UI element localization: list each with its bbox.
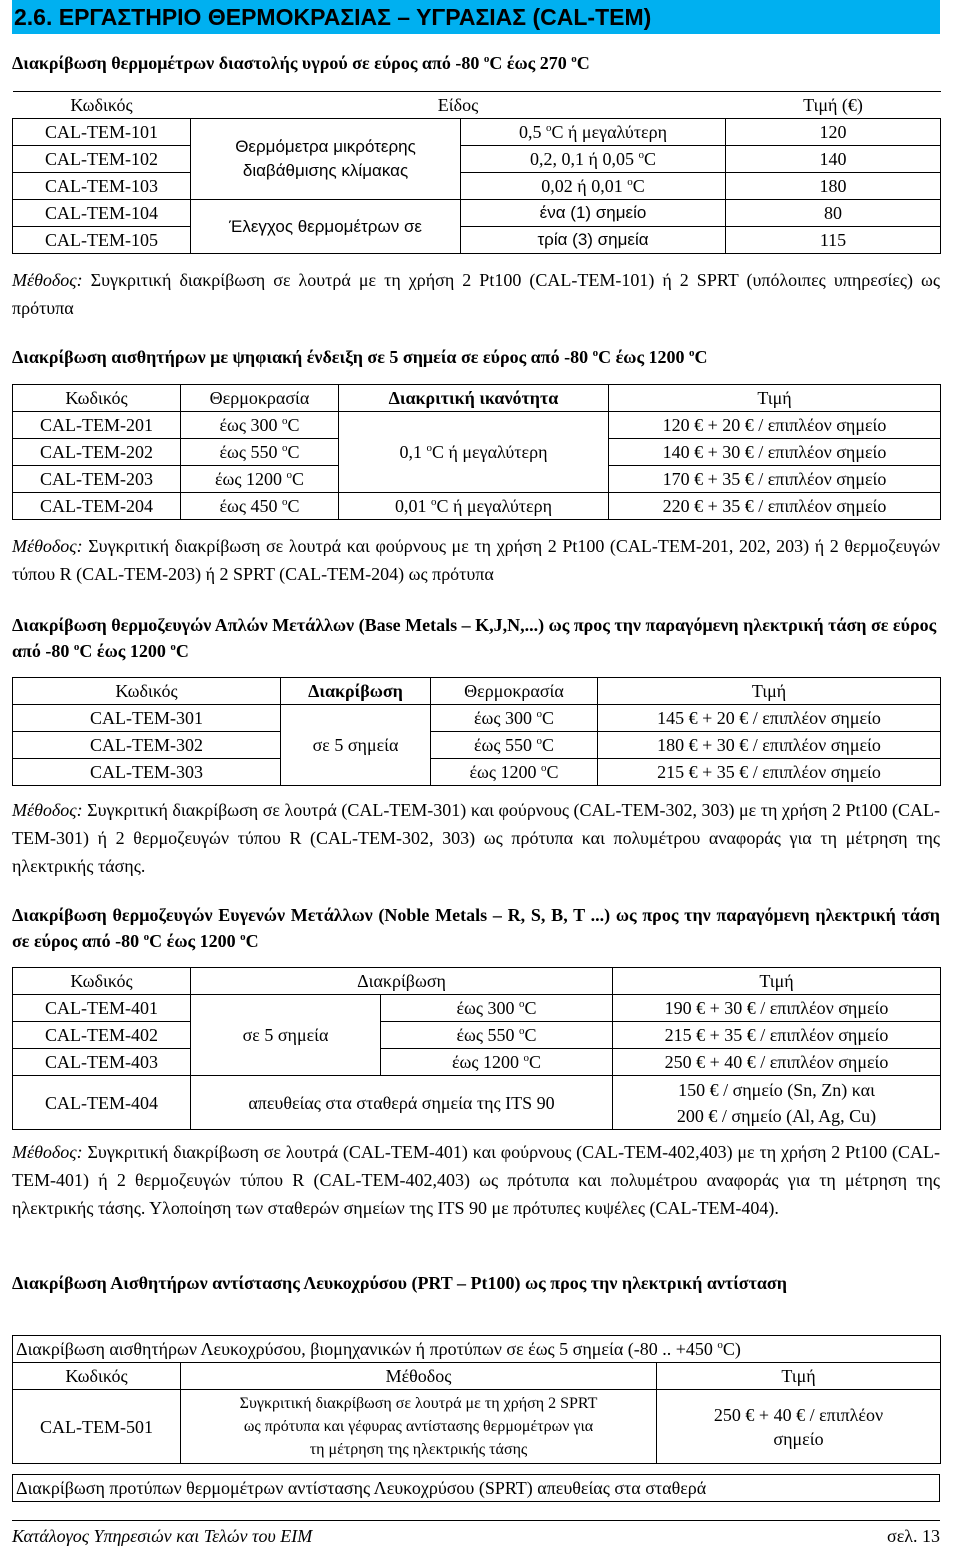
cell-code: CAL-TEM-102 [13, 146, 191, 173]
method-text: Συγκριτική διακρίβωση σε λουτρά (CAL-TEM-301) και φούρνους (CAL-TEM-302, 303) με τη χρήση 2 Pt100 (CAL-TEM-301) ή 2 θερμοζευγών τύπου R (CAL-TEM-302, 303) ως πρότυπα και πολυμέτρου αναφοράς για τη μέτρηση της ηλεκτρικής τάσης. [12, 800, 940, 876]
table-header-row [13, 385, 941, 412]
s4-table [12, 967, 941, 1130]
cell-resolution: 0,01 $^o$C ή μεγαλύτερη [339, 493, 609, 520]
cell-code: CAL-TEM-403 [13, 1049, 191, 1076]
table-header-row [13, 1363, 941, 1390]
cell-price: 140 € + 30 € / επιπλέον σημείο [609, 439, 941, 466]
cell-price: 250 € + 40 € / επιπλέον σημείο [613, 1049, 941, 1076]
cell-code: CAL-TEM-204 [13, 493, 181, 520]
col-header: Κωδικός [13, 385, 181, 412]
col-header: Κωδικός [13, 968, 191, 995]
cell-cal: σε 5 σημεία [191, 995, 381, 1076]
cell-code: CAL-TEM-303 [13, 759, 281, 786]
s5-table [12, 1335, 941, 1464]
col-header: Κωδικός [13, 678, 281, 705]
cell-group: Έλεγχος θερμομέτρων σε [191, 200, 461, 254]
cell-price: 180 € + 30 € / επιπλέον σημείο [598, 732, 941, 759]
price-line: 250 € + 40 € / επιπλέον [713, 1404, 884, 1425]
cell-code: CAL-TEM-404 [13, 1076, 191, 1130]
cell-temp: έως 1200 $^o$C [181, 466, 339, 493]
cell-temp: έως 300 $^o$C [431, 705, 598, 732]
table-row [13, 493, 941, 520]
col-header: Θερμοκρασία [431, 678, 598, 705]
s1-method [12, 266, 940, 322]
table-row [13, 200, 941, 227]
method-line: τη μέτρηση της ηλεκτρικής τάσης [309, 1441, 528, 1458]
method-line: Συγκριτική διακρίβωση σε λουτρά με τη χρήση 2 SPRT [239, 1395, 598, 1412]
cell-price: 215 € + 35 € / επιπλέον σημείο [598, 759, 941, 786]
table-row [13, 705, 941, 732]
s3-heading: Διακρίβωση θερμοζευγών Απλών Μετάλλων (Base Metals – K,J,N,...) ως προς την παραγόμενη ηλεκτρική τάση σε εύρος από -80 $^o$C έως 1200 $^o$C [12, 615, 937, 661]
cell-spec: 0,02 ή 0,01 $^o$C [461, 173, 726, 200]
price-line: 150 € / σημείο (Sn, Zn) και [678, 1079, 875, 1100]
cell-temp: έως 1200 $^o$C [431, 759, 598, 786]
s2-heading: Διακρίβωση αισθητήρων με ψηφιακή ένδειξη σε 5 σημεία σε εύρος από -80 $^o$C έως 1200 $^o$C [12, 347, 708, 367]
cell-price: 215 € + 35 € / επιπλέον σημείο [613, 1022, 941, 1049]
cell-temp: έως 550 $^o$C [181, 439, 339, 466]
page-number: σελ. 13 [887, 1526, 940, 1546]
col-header: Τιμή [613, 968, 941, 995]
cell-method [181, 1390, 657, 1464]
method-label: Μέθοδος: [12, 1142, 83, 1162]
cell-price: 190 € + 30 € / επιπλέον σημείο [613, 995, 941, 1022]
col-header: Διακρίβωση [191, 968, 613, 995]
method-text: Συγκριτική διακρίβωση σε λουτρά (CAL-TEM-401) και φούρνους (CAL-TEM-402,403) με τη χρήση 2 Pt100 (CAL-TEM-401) ή 2 θερμοζευγών τύπου R (CAL-TEM-402,403) ως πρότυπα και πολυμέτρου αναφοράς για τη μέτρηση της ηλεκτρικής τάσης. Υλοποίηση των σταθερών σημείων της ITS 90 με πρότυπες κυψέλες (CAL-TEM-404). [12, 1142, 940, 1218]
cell-spec: 0,5 $^o$C ή μεγαλύτερη [461, 119, 726, 146]
cell-price: 115 [726, 227, 941, 254]
col-header: Διακρίβωση [281, 678, 431, 705]
table-header-row [13, 92, 941, 119]
section-title: 2.6. ΕΡΓΑΣΤΗΡΙΟ ΘΕΡΜΟΚΡΑΣΙΑΣ – ΥΓΡΑΣΙΑΣ (CAL-TEM) [12, 0, 940, 34]
table-title: Διακρίβωση αισθητήρων Λευκοχρύσου, βιομηχανικών ή προτύπων σε έως 5 σημεία (-80 .. +450 $^o$C) [13, 1336, 941, 1363]
price-line: σημείο [773, 1428, 824, 1449]
cell-code: CAL-TEM-401 [13, 995, 191, 1022]
s2-method [12, 532, 940, 588]
cell-code: CAL-TEM-105 [13, 227, 191, 254]
table-row [13, 995, 941, 1022]
cell-spec: 0,2, 0,1 ή 0,05 $^o$C [461, 146, 726, 173]
table-row [13, 1076, 941, 1130]
cell-cal: απευθείας στα σταθερά σημεία της ITS 90 [191, 1076, 613, 1130]
table-title-row [13, 1336, 941, 1363]
cell-price: 170 € + 35 € / επιπλέον σημείο [609, 466, 941, 493]
table-row [13, 119, 941, 146]
s4-method [12, 1138, 940, 1222]
cell-temp: έως 550 $^o$C [431, 732, 598, 759]
cell-price [613, 1076, 941, 1130]
method-label: Μέθοδος: [12, 270, 83, 290]
cell-code: CAL-TEM-104 [13, 200, 191, 227]
s5-heading: Διακρίβωση Αισθητήρων αντίστασης Λευκοχρύσου (PRT – Pt100) ως προς την ηλεκτρική αντίσταση [12, 1273, 787, 1293]
table-row [13, 1022, 941, 1049]
col-header: Κωδικός [70, 95, 133, 115]
col-header: Διακριτική ικανότητα [339, 385, 609, 412]
cell-price: 80 [726, 200, 941, 227]
cell-temp: έως 1200 $^o$C [381, 1049, 613, 1076]
cell-price: 140 [726, 146, 941, 173]
cell-temp: έως 450 $^o$C [181, 493, 339, 520]
s1-heading: Διακρίβωση θερμομέτρων διαστολής υγρού σε εύρος από -80 $^o$C έως 270 $^o$C [12, 53, 590, 73]
table-row [13, 146, 941, 173]
cell-resolution: 0,1 $^o$C ή μεγαλύτερη [339, 412, 609, 493]
table-row [13, 732, 941, 759]
s3-method [12, 796, 940, 880]
col-header: Τιμή [598, 678, 941, 705]
cell-temp: έως 550 $^o$C [381, 1022, 613, 1049]
table-row [13, 1390, 941, 1464]
cell-price: 120 [726, 119, 941, 146]
col-header: Είδος [437, 95, 479, 115]
cell-code: CAL-TEM-301 [13, 705, 281, 732]
cell-spec: τρία (3) σημεία [461, 227, 726, 254]
method-label: Μέθοδος: [12, 536, 83, 556]
s1-table [12, 91, 941, 254]
table-row [13, 759, 941, 786]
method-text: Συγκριτική διακρίβωση σε λουτρά και φούρνους με τη χρήση 2 Pt100 (CAL-TEM-201, 202, 203) ή 2 θερμοζευγών τύπου R (CAL-TEM-203) ή 2 SPRT (CAL-TEM-204) ως πρότυπα [12, 536, 940, 584]
cell-temp: έως 300 $^o$C [381, 995, 613, 1022]
table-row [13, 1049, 941, 1076]
method-text: Συγκριτική διακρίβωση σε λουτρά με τη χρήση 2 Pt100 (CAL-TEM-101) ή 2 SPRT (υπόλοιπες υπηρεσίες) ως πρότυπα [12, 270, 940, 318]
col-header: Τιμή (€) [803, 95, 863, 115]
col-header: Τιμή [657, 1363, 941, 1390]
cell-code: CAL-TEM-203 [13, 466, 181, 493]
method-line: ως πρότυπα και γέφυρας αντίστασης θερμομέτρων για [243, 1418, 594, 1435]
method-label: Μέθοδος: [12, 800, 83, 820]
table-row [13, 1475, 940, 1502]
s2-table [12, 384, 941, 520]
cell-spec: ένα (1) σημείο [461, 200, 726, 227]
cell-code: CAL-TEM-302 [13, 732, 281, 759]
table-row [13, 173, 941, 200]
cell-cal: σε 5 σημεία [281, 705, 431, 786]
col-header: Τιμή [609, 385, 941, 412]
col-header: Θερμοκρασία [181, 385, 339, 412]
cell-code: CAL-TEM-402 [13, 1022, 191, 1049]
cell-price: 145 € + 20 € / επιπλέον σημείο [598, 705, 941, 732]
table-row [13, 412, 941, 439]
col-header: Μέθοδος [181, 1363, 657, 1390]
cell-code: CAL-TEM-101 [13, 119, 191, 146]
cell-group: Θερμόμετρα μικρότερης διαβάθμισης κλίμακας [191, 119, 461, 200]
price-line: 200 € / σημείο (Al, Ag, Cu) [676, 1105, 877, 1126]
cell-temp: έως 300 $^o$C [181, 412, 339, 439]
s3-table [12, 677, 941, 786]
cell-code: CAL-TEM-103 [13, 173, 191, 200]
cell-price [657, 1390, 941, 1464]
cell-code: CAL-TEM-202 [13, 439, 181, 466]
cell-price: 180 [726, 173, 941, 200]
table-header-row [13, 678, 941, 705]
cell-price: 120 € + 20 € / επιπλέον σημείο [609, 412, 941, 439]
s4-heading: Διακρίβωση θερμοζευγών Ευγενών Μετάλλων (Noble Metals – R, S, B, T ...) ως προς την παραγόμενη ηλεκτρική τάση σε εύρος από -80 $^o$C έως 1200 $^o$C [12, 905, 940, 951]
footer-title: Κατάλογος Υπηρεσιών και Τελών του ΕΙΜ [12, 1526, 313, 1546]
s5-note-table [12, 1474, 940, 1502]
table-header-row [13, 968, 941, 995]
col-header: Κωδικός [13, 1363, 181, 1390]
table-row [13, 227, 941, 254]
page-footer [12, 1520, 940, 1546]
cell-code: CAL-TEM-501 [13, 1390, 181, 1464]
cell-price: 220 € + 35 € / επιπλέον σημείο [609, 493, 941, 520]
note-text: Διακρίβωση προτύπων θερμομέτρων αντίστασης Λευκοχρύσου (SPRT) απευθείας στα σταθερά [13, 1475, 940, 1502]
cell-code: CAL-TEM-201 [13, 412, 181, 439]
